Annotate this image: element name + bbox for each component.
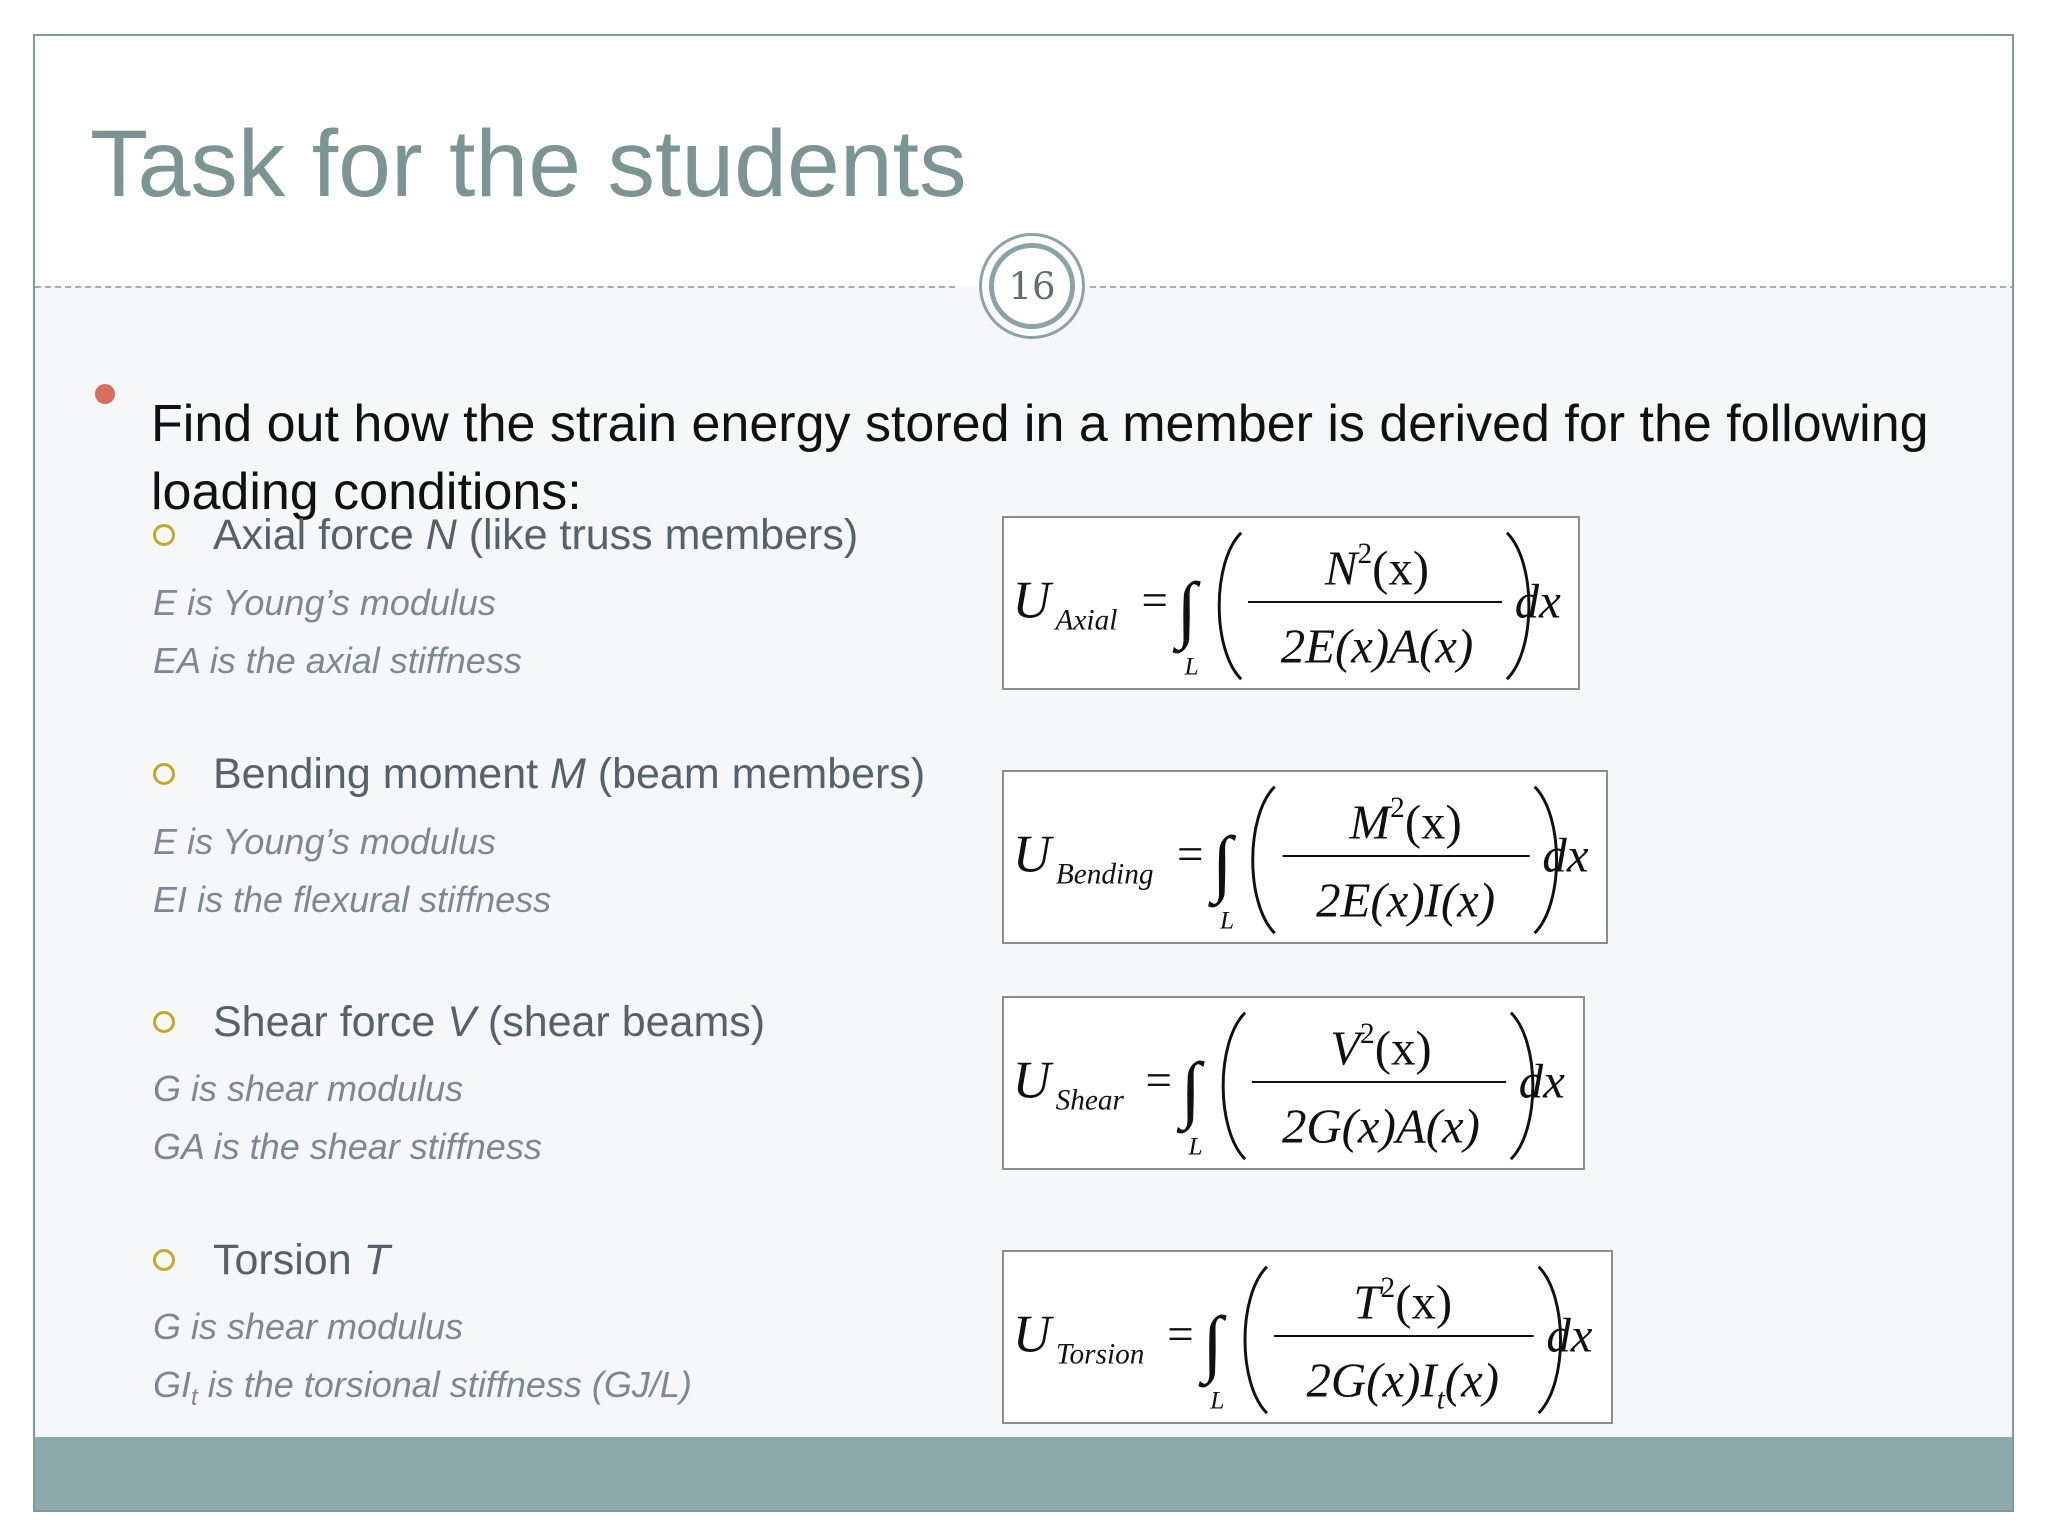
formula-bending: [1002, 770, 1608, 944]
integral-icon: ∫: [1212, 822, 1233, 905]
slide: [33, 34, 2014, 1512]
intro-text: Find out how the strain energy stored in a member is derived for the following loading conditions:: [151, 395, 1929, 521]
formula-limit: L: [1210, 1386, 1225, 1415]
formula-numerator: $T^2(x)$: [1353, 1271, 1453, 1330]
formula-axial: [1002, 516, 1580, 690]
bullet-dot-icon: [95, 384, 115, 404]
note-bending-modulus: E is Young’s modulus: [153, 821, 496, 862]
formula-equals: =: [1167, 1308, 1194, 1361]
section-label-shear: Shear force V (shear beams): [213, 998, 766, 1046]
formula-subscript: Torsion: [1055, 1338, 1145, 1371]
note-axial-modulus: E is Young’s modulus: [153, 582, 496, 623]
ring-bullet-icon: [153, 763, 175, 785]
formula-symbol: U: [1012, 571, 1051, 630]
note-torsion-stiffness: $GI_t$ is the torsional stiffness (GJ/L): [153, 1364, 692, 1412]
formula-numerator: $M^2(x)$: [1349, 791, 1462, 850]
ring-bullet-icon: [153, 524, 175, 546]
slide-title: Task for the students: [90, 111, 967, 217]
formula-equals: =: [1141, 574, 1168, 627]
formula-denominator: 2G(x)A(x): [1281, 1098, 1480, 1154]
slide-number: 16: [989, 243, 1075, 329]
formula-limit: L: [1184, 652, 1199, 681]
ring-bullet-icon: [153, 1249, 175, 1271]
integral-icon: ∫: [1176, 568, 1198, 651]
formula-dx: dx: [1514, 573, 1561, 629]
formula-shear: [1002, 996, 1585, 1170]
formula-numerator: $N^2(x)$: [1324, 537, 1430, 596]
formula-symbol: U: [1012, 1305, 1052, 1364]
slide-number-badge: [979, 233, 1085, 339]
note-bending-stiffness: EI is the flexural stiffness: [153, 879, 552, 920]
formula-denominator: 2E(x)A(x): [1280, 618, 1474, 674]
left-paren-icon: [1219, 533, 1241, 680]
formula-torsion: [1002, 1250, 1613, 1424]
formula-subscript: Bending: [1055, 858, 1154, 891]
section-label-axial: Axial force N (like truss members): [213, 511, 859, 559]
formula-dx: dx: [1518, 1053, 1565, 1109]
header-divider-left: [35, 286, 955, 288]
left-paren-icon: [1223, 1013, 1245, 1160]
formula-symbol: U: [1012, 825, 1051, 884]
formula-equals: =: [1177, 828, 1204, 881]
formula-subscript: Axial: [1055, 604, 1118, 637]
integral-icon: ∫: [1180, 1048, 1201, 1131]
formula-symbol: U: [1012, 1051, 1051, 1110]
formula-limit: L: [1188, 1132, 1203, 1161]
footer-bar: [35, 1437, 2012, 1510]
section-label-bending: Bending moment M (beam members): [213, 750, 926, 798]
formula-numerator: $V^2(x)$: [1330, 1017, 1432, 1076]
formula-dx: dx: [1546, 1307, 1593, 1363]
formula-denominator: $2G(x)I_t(x)$: [1306, 1352, 1500, 1416]
formula-dx: dx: [1542, 827, 1589, 883]
header-divider-right: [1090, 286, 2014, 288]
formula-limit: L: [1220, 906, 1235, 935]
note-shear-stiffness: GA is the shear stiffness: [153, 1126, 542, 1167]
note-shear-modulus: G is shear modulus: [153, 1068, 464, 1109]
formula-equals: =: [1145, 1054, 1172, 1107]
ring-bullet-icon: [153, 1011, 175, 1033]
note-axial-stiffness: EA is the axial stiffness: [153, 640, 522, 681]
left-paren-icon: [1253, 787, 1275, 934]
integral-icon: ∫: [1202, 1302, 1223, 1385]
formula-denominator: 2E(x)I(x): [1316, 872, 1496, 928]
formula-subscript: Shear: [1055, 1084, 1124, 1117]
left-paren-icon: [1245, 1267, 1267, 1414]
section-label-torsion: Torsion T: [213, 1236, 390, 1284]
note-torsion-modulus: G is shear modulus: [153, 1306, 464, 1347]
